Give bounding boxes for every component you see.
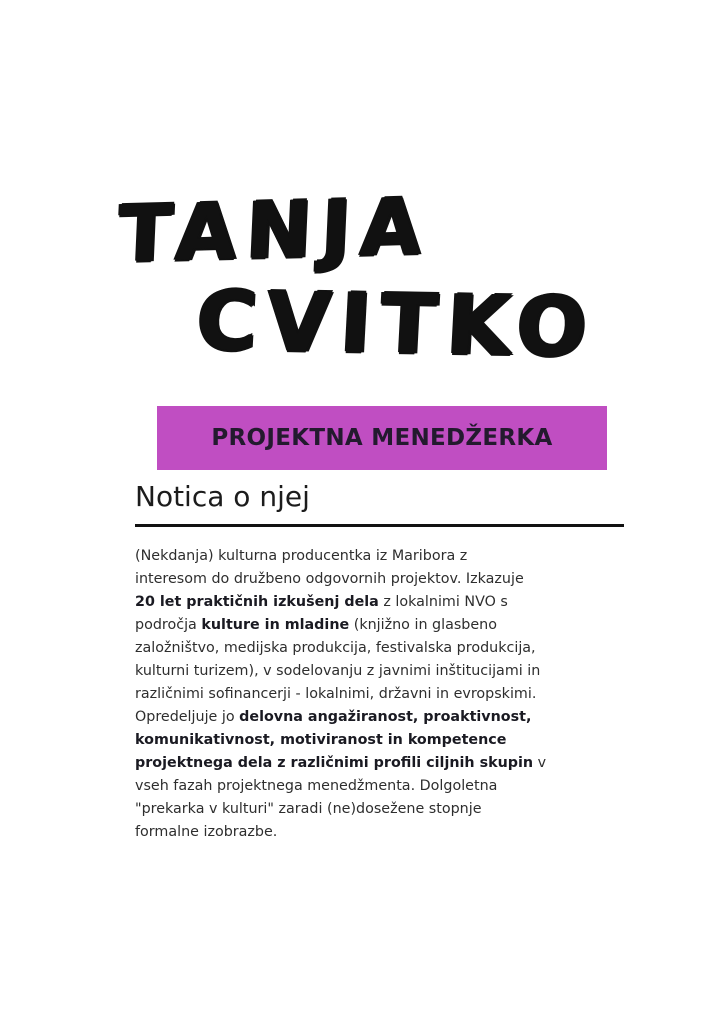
- bio-text: kulturni turizem), v sodelovanju z javnimi inštitucijami in: [135, 663, 541, 679]
- bio-text: različnimi sofinancerji - lokalnimi, državni in evropskimi.: [135, 686, 537, 702]
- bio-line: [135, 821, 635, 844]
- name-title: [112, 180, 599, 390]
- bio-highlight: komunikativnost, motiviranost in kompetence: [135, 732, 507, 748]
- bio-line: [135, 683, 635, 706]
- bio-text: z lokalnimi NVO s: [378, 594, 508, 610]
- role-banner: [157, 406, 607, 470]
- bio-line: [135, 798, 635, 821]
- bio-line: [135, 775, 635, 798]
- first-name: TANJA: [116, 181, 433, 281]
- bio-text: vseh fazah projektnega menedžmenta. Dolgoletna: [135, 778, 498, 794]
- last-name: CVITKO: [193, 273, 599, 376]
- section-heading: Notica o njej: [135, 480, 310, 513]
- bio-highlight: delovna angažiranost, proaktivnost,: [239, 709, 532, 725]
- bio-line: [135, 660, 635, 683]
- bio-line: [135, 591, 635, 614]
- bio-text: (Nekdanja) kulturna producentka iz Maribora z: [135, 548, 468, 564]
- bio-text: "prekarka v kulturi" zaradi (ne)dosežene stopnje: [135, 801, 482, 817]
- bio-line: [135, 706, 635, 729]
- bio-text: Opredeljuje jo: [135, 709, 240, 725]
- bio-highlight: 20 let praktičnih izkušenj dela: [135, 594, 379, 610]
- bio-line: [135, 729, 635, 752]
- bio-paragraph: [135, 545, 635, 844]
- bio-text: področja: [135, 617, 202, 633]
- bio-text: založništvo, medijska produkcija, festivalska produkcija,: [135, 640, 536, 656]
- bio-line: [135, 614, 635, 637]
- bio-text: (knjižno in glasbeno: [349, 617, 497, 633]
- bio-text: v: [533, 755, 547, 771]
- bio-line: [135, 568, 635, 591]
- bio-line: [135, 545, 635, 568]
- bio-highlight: kulture in mladine: [201, 617, 350, 633]
- bio-text: interesom do družbeno odgovornih projektov. Izkazuje: [135, 571, 524, 587]
- role-title: PROJEKTNA MENEDŽERKA: [211, 425, 553, 451]
- bio-highlight: projektnega dela z različnimi profili ciljnih skupin: [135, 755, 534, 771]
- bio-text: formalne izobrazbe.: [135, 824, 278, 840]
- bio-line: [135, 752, 635, 775]
- bio-line: [135, 637, 635, 660]
- divider: [135, 524, 624, 527]
